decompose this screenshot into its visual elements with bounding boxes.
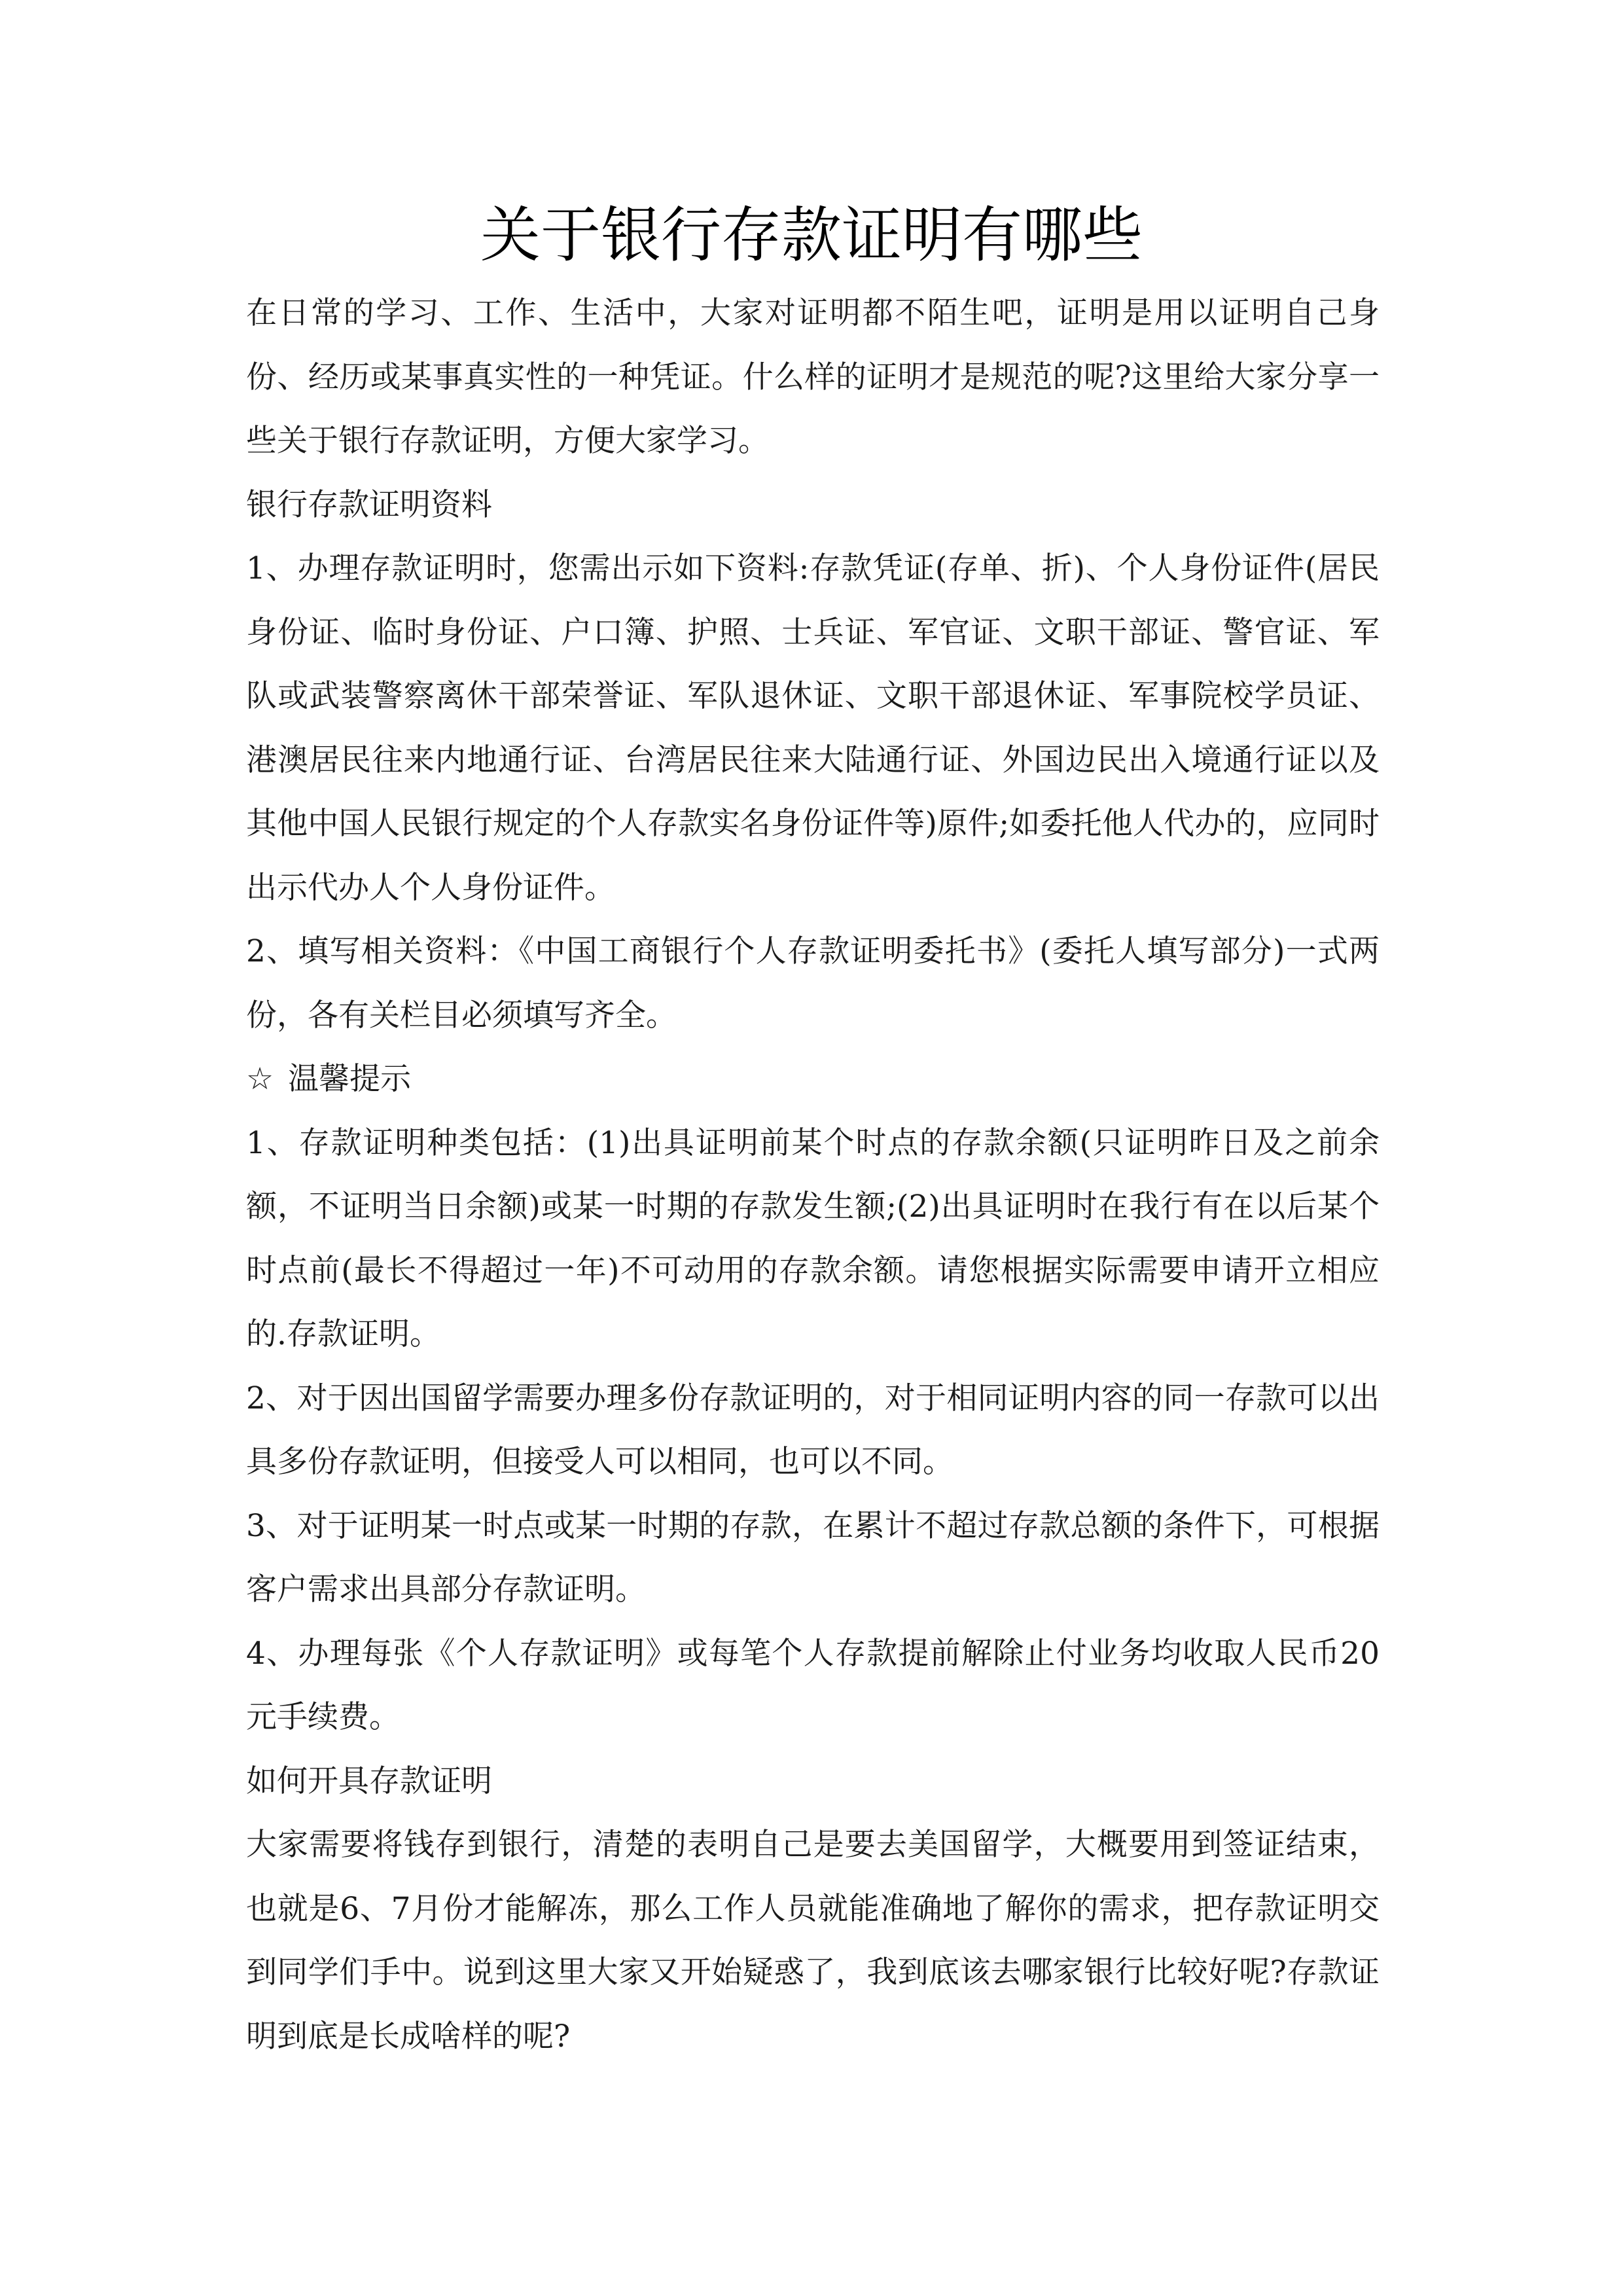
section-heading-tips (246, 1047, 1380, 1111)
document-body (246, 281, 1380, 2068)
tips-item-4: 4、办理每张《个人存款证明》或每笔个人存款提前解除止付业务均收取人民币20元手续费。 (246, 1635, 1380, 1735)
how-to-paragraph: 大家需要将钱存到银行，清楚的表明自己是要去美国留学，大概要用到签证结束，也就是6、7月份才能解冻，那么工作人员就能准确地了解你的需求，把存款证明交到同学们手中。说到这里大家又开始疑惑了，我到底该去哪家银行比较好呢?存款证明到底是长成啥样的呢? (246, 1827, 1380, 2054)
materials-item-2: 2、填写相关资料：《中国工商银行个人存款证明委托书》(委托人填写部分)一式两份，各有关栏目必须填写齐全。 (246, 933, 1380, 1033)
document-title: 关于银行存款证明有哪些 (480, 200, 1143, 270)
star-icon: ☆ (246, 1061, 274, 1097)
tips-item-1: 1、存款证明种类包括：(1)出具证明前某个时点的存款余额(只证明昨日及之前余额，不证明当日余额)或某一时期的存款发生额;(2)出具证明时在我行有在以后某个时点前(最长不得超过一年)不可动用的存款余额。请您根据实际需要申请开立相应的.存款证明。 (246, 1124, 1380, 1352)
tips-heading-label: 温馨提示 (288, 1061, 412, 1097)
materials-item-1: 1、办理存款证明时，您需出示如下资料:存款凭证(存单、折)、个人身份证件(居民身份证、临时身份证、户口簿、护照、士兵证、军官证、文职干部证、警官证、军队或武装警察离休干部荣誉证、军队退休证、文职干部退休证、军事院校学员证、港澳居民往来内地通行证、台湾居民往来大陆通行证、外国边民出入境通行证以及其他中国人民银行规定的个人存款实名身份证件等)原件;如委托他人代办的，应同时出示代办人个人身份证件。 (246, 550, 1380, 906)
tips-item-3: 3、对于证明某一时点或某一时期的存款，在累计不超过存款总额的条件下，可根据客户需求出具部分存款证明。 (246, 1507, 1380, 1607)
section-heading-how-to: 如何开具存款证明 (246, 1763, 492, 1799)
section-heading-materials: 银行存款证明资料 (246, 486, 492, 523)
intro-paragraph: 在日常的学习、工作、生活中，大家对证明都不陌生吧，证明是用以证明自己身份、经历或某事真实性的一种凭证。什么样的证明才是规范的呢?这里给大家分享一些关于银行存款证明，方便大家学习。 (246, 295, 1380, 459)
tips-item-2: 2、对于因出国留学需要办理多份存款证明的，对于相同证明内容的同一存款可以出具多份存款证明，但接受人可以相同，也可以不同。 (246, 1380, 1380, 1480)
